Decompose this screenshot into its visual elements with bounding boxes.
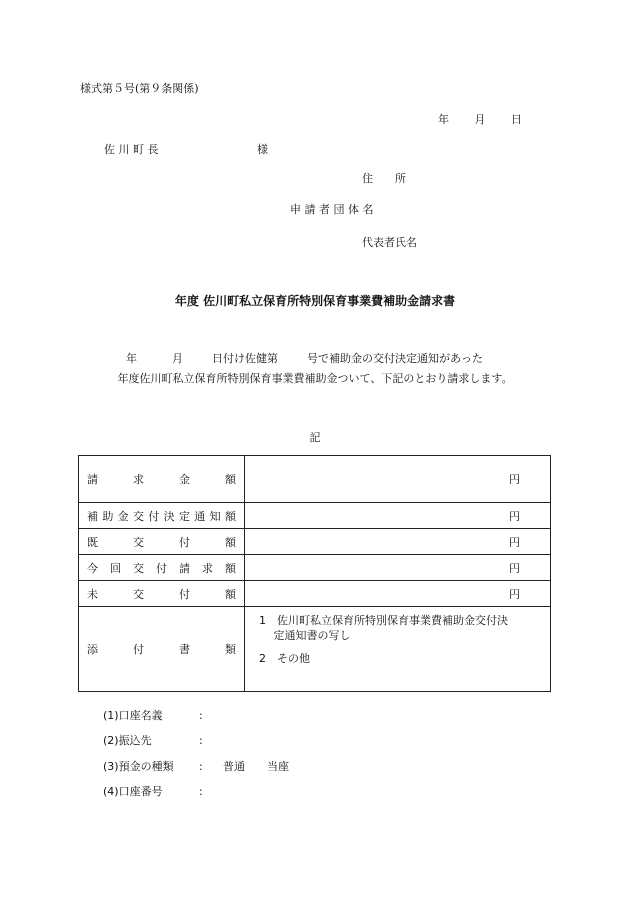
yen-unit: 円	[509, 473, 520, 486]
ki-heading: 記	[309, 431, 321, 444]
attachments-list	[245, 607, 551, 692]
bank-row: (2)振込先 :	[103, 734, 203, 747]
current-request-field[interactable]	[245, 555, 551, 581]
body-notice: 号で補助金の交付決定通知があった	[307, 352, 483, 365]
addressee-name: 佐 川 町 長	[104, 143, 159, 156]
date-year-label: 年	[438, 113, 449, 126]
bank-label: (2)振込先	[103, 734, 152, 747]
form-number: 様式第５号(第９条関係)	[80, 82, 199, 95]
account-number-row: (4)口座番号 :	[103, 785, 203, 798]
address-label: 住 所	[362, 172, 406, 185]
deposit-type-label: (3)預金の種類	[103, 760, 174, 773]
table-row	[79, 581, 551, 607]
option-futsu[interactable]: 普通	[223, 760, 245, 773]
date-day-label: 日	[511, 113, 522, 126]
representative-label: 代表者氏名	[362, 236, 417, 249]
table-row	[79, 529, 551, 555]
yen-unit: 円	[509, 561, 520, 575]
table-row	[79, 456, 551, 503]
yen-unit: 円	[509, 509, 520, 523]
date-month-label: 月	[474, 113, 486, 126]
date-line	[438, 111, 522, 127]
row-label-request-amount: 請 求 金 額	[79, 456, 245, 503]
deposit-type-row: (3)預金の種類 : 普通 当座	[103, 760, 289, 773]
account-number-label: (4)口座番号	[103, 785, 163, 798]
row-label-not-granted: 未 交 付 額	[79, 581, 245, 607]
attachment-item-1: 1 佐川町私立保育所特別保育事業費補助金交付決	[259, 614, 508, 627]
not-granted-field[interactable]	[245, 581, 551, 607]
body-date-ref: 日付け佐健第	[212, 352, 278, 365]
body-year: 年	[126, 352, 137, 365]
request-amount-field[interactable]	[245, 456, 551, 503]
yen-unit: 円	[509, 587, 520, 601]
table-row	[79, 503, 551, 529]
document-title: 年度 佐川町私立保育所特別保育事業費補助金請求書	[174, 294, 456, 308]
row-label-current-request: 今 回 交 付 請 求 額	[79, 555, 245, 581]
yen-unit: 円	[509, 535, 520, 549]
addressee-honorific: 様	[257, 143, 268, 156]
amount-table	[78, 455, 551, 692]
row-label-attachments: 添 付 書 類	[79, 607, 245, 692]
body-line-2: 年度佐川町私立保育所特別保育事業費補助金ついて、下記のとおり請求します。	[117, 372, 513, 385]
decision-amount-field[interactable]	[245, 503, 551, 529]
account-name-label: (1)口座名義	[103, 709, 163, 722]
row-label-already-granted: 既 交 付 額	[79, 529, 245, 555]
attachment-item-1-cont: 定通知書の写し	[259, 629, 351, 642]
table-row	[79, 555, 551, 581]
already-granted-field[interactable]	[245, 529, 551, 555]
attachment-item-2: 2 その他	[259, 652, 310, 665]
body-line-1	[126, 350, 506, 366]
table-row	[79, 607, 551, 692]
applicant-group-label: 申 請 者 団 体 名	[290, 203, 374, 216]
option-touza[interactable]: 当座	[267, 760, 289, 773]
account-name-row: (1)口座名義 :	[103, 709, 203, 722]
row-label-decision-amount: 補 助 金 交 付 決 定 通 知 額	[79, 503, 245, 529]
body-month: 月	[172, 352, 183, 365]
